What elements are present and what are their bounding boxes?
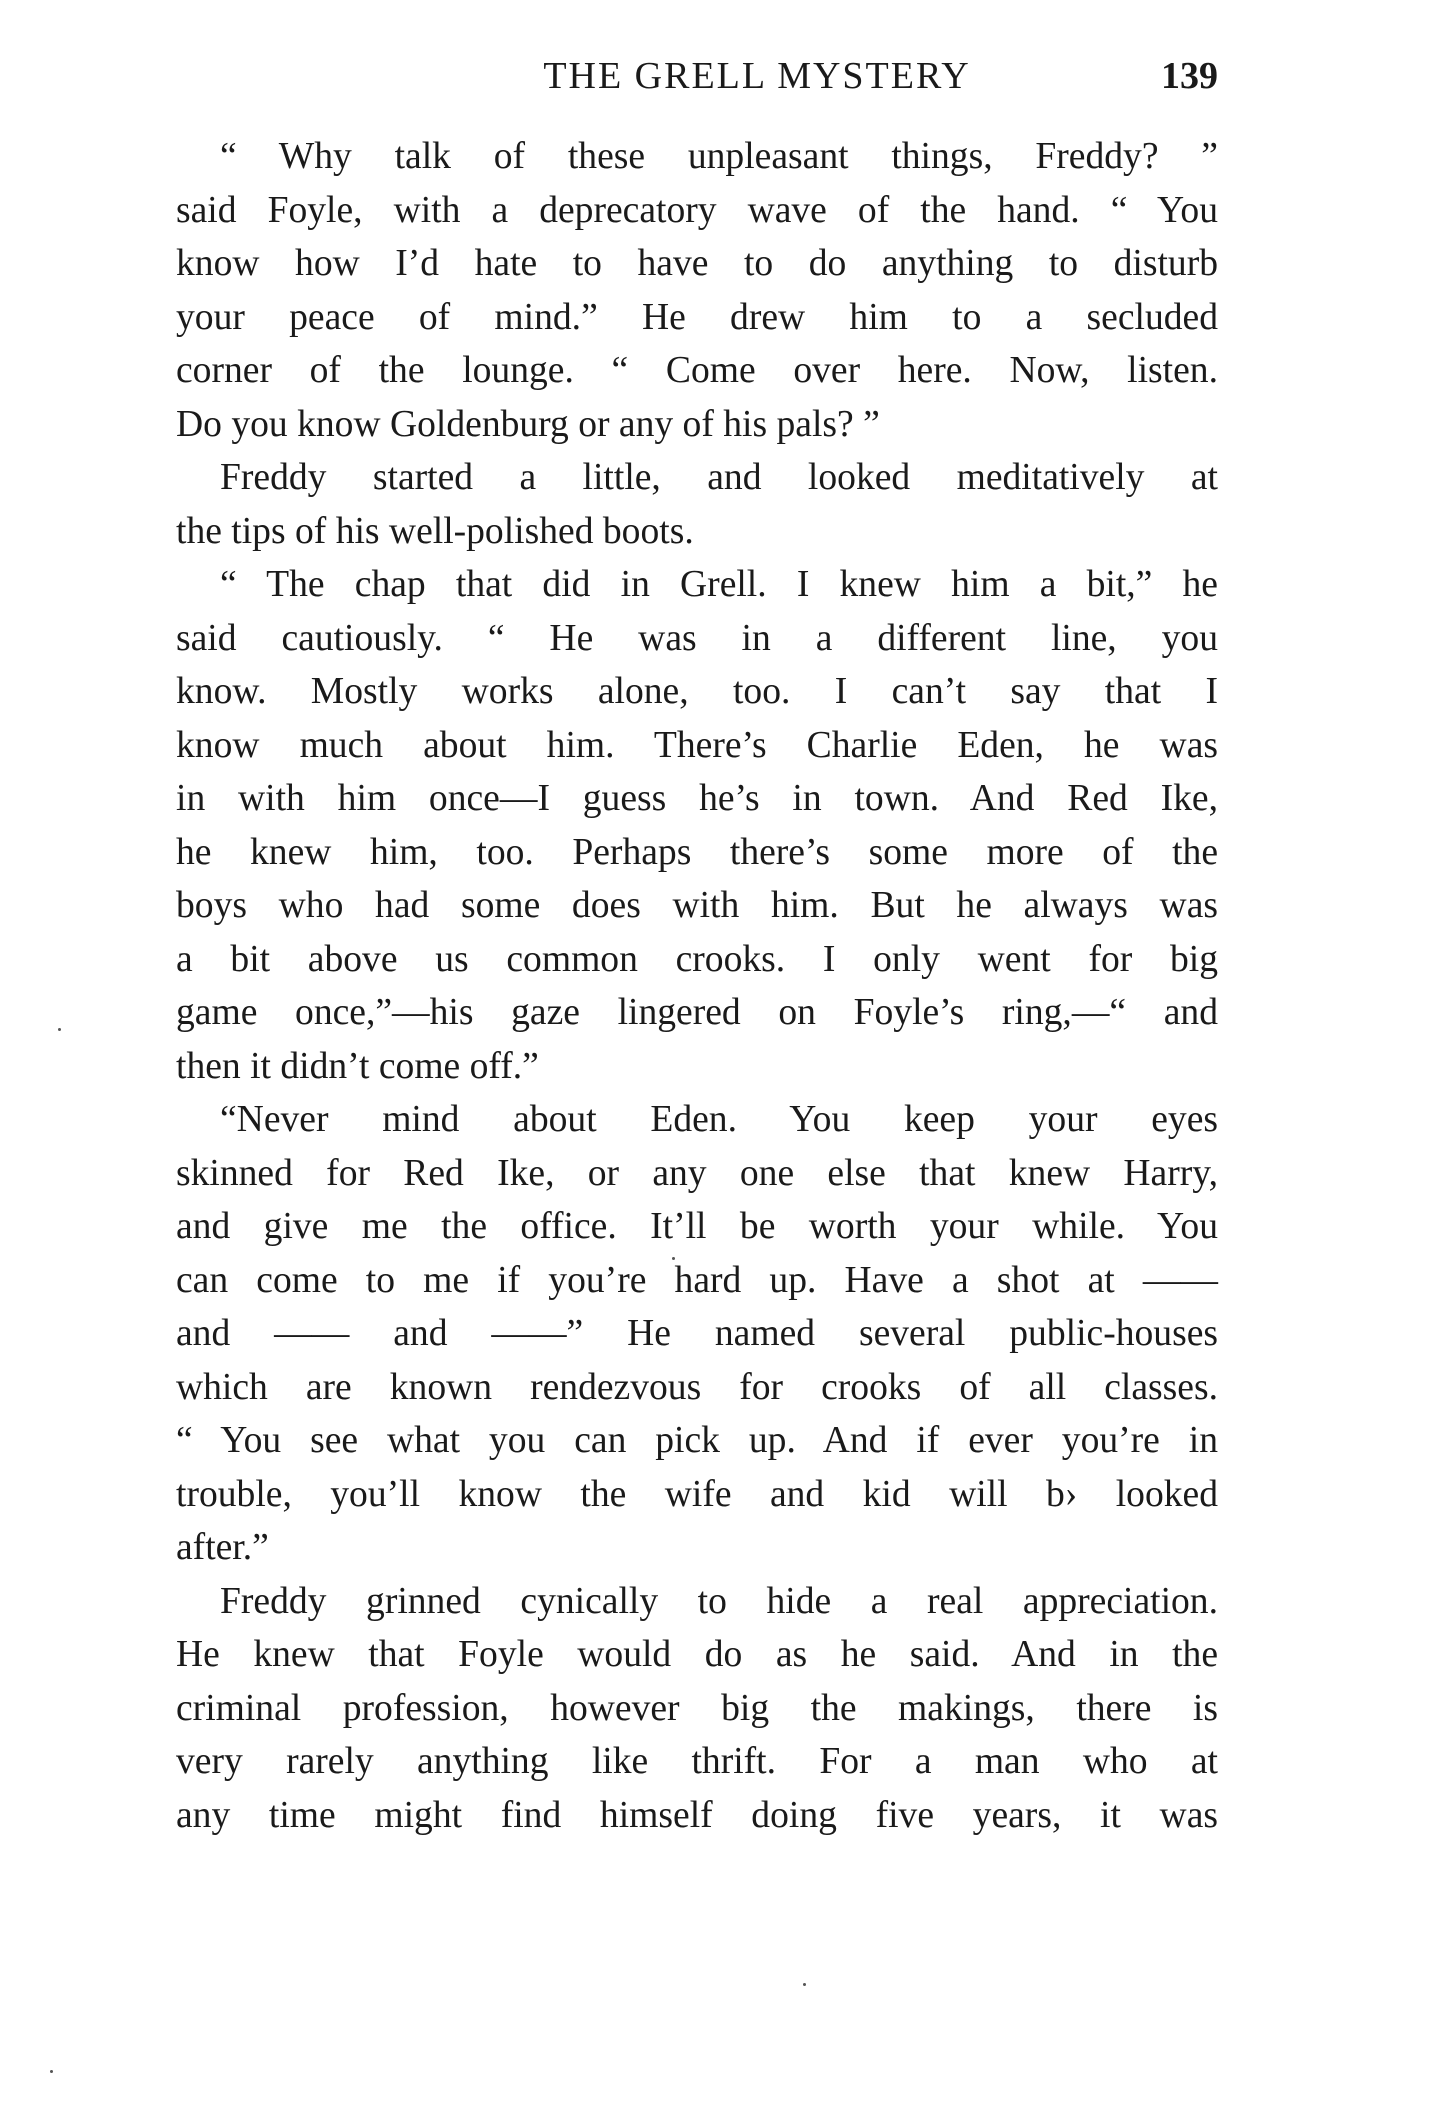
text-line: can come to me if you’re hard up. Have a shot at —— [176, 1259, 1218, 1301]
text-line: said cautiously. “ He was in a different line, you [176, 617, 1218, 659]
text-line: your peace of mind.” He drew him to a secluded [176, 296, 1218, 338]
scan-speck [803, 1983, 806, 1986]
text-line: Freddy started a little, and looked meditatively at [220, 457, 1218, 498]
text-line: “ The chap that did in Grell. I knew him a bit,” he [220, 564, 1218, 605]
text-line: any time might find himself doing five years, it was [176, 1794, 1218, 1836]
text-line: “Never mind about Eden. You keep your eyes [220, 1099, 1218, 1140]
paragraph [176, 451, 1218, 558]
text-line: trouble, you’ll know the wife and kid will b› looked [176, 1473, 1218, 1515]
text-line: game once,”—his gaze lingered on Foyle’s ring,—“ and [176, 992, 1218, 1033]
text-line: and give me the office. It’ll be worth your while. You [176, 1206, 1218, 1247]
text-line: boys who had some does with him. But he always was [176, 885, 1218, 926]
text-line: and —— and ——” He named several public-houses [176, 1313, 1218, 1354]
paragraph [176, 130, 1218, 451]
scan-speck [50, 2070, 53, 2073]
text-line: the tips of his well-polished boots. [176, 510, 694, 552]
text-line: very rarely anything like thrift. For a man who at [176, 1741, 1218, 1782]
text-line: “ You see what you can pick up. And if ever you’re in [176, 1420, 1218, 1461]
text-line: “ Why talk of these unpleasant things, Freddy? ” [220, 136, 1218, 177]
body-text [176, 130, 1218, 1842]
page-number: 139 [1161, 55, 1218, 97]
text-line: know how I’d hate to have to do anything to disturb [176, 243, 1218, 284]
text-line: He knew that Foyle would do as he said. And in the [176, 1634, 1218, 1675]
text-line: know. Mostly works alone, too. I can’t say that I [176, 671, 1218, 712]
text-line: criminal profession, however big the makings, there is [176, 1687, 1218, 1729]
text-line: which are known rendezvous for crooks of all classes. [176, 1366, 1218, 1408]
running-title: THE GRELL MYSTERY [543, 55, 971, 97]
text-line: he knew him, too. Perhaps there’s some more of the [176, 831, 1218, 873]
page-header [176, 50, 1218, 102]
paragraph [176, 1093, 1218, 1575]
paragraph [176, 558, 1218, 1093]
text-line: Do you know Goldenburg or any of his pals? ” [176, 403, 880, 445]
text-line: a bit above us common crooks. I only went for big [176, 938, 1218, 980]
scan-speck [672, 1257, 675, 1260]
text-line: then it didn’t come off.” [176, 1045, 539, 1087]
text-line: after.” [176, 1527, 269, 1568]
text-line: corner of the lounge. “ Come over here. Now, listen. [176, 350, 1218, 391]
text-line: said Foyle, with a deprecatory wave of the hand. “ You [176, 189, 1218, 231]
text-line: know much about him. There’s Charlie Eden, he was [176, 724, 1218, 766]
scan-speck [58, 1028, 61, 1031]
text-line: in with him once—I guess he’s in town. And Red Ike, [176, 778, 1218, 819]
text-line: skinned for Red Ike, or any one else that knew Harry, [176, 1152, 1218, 1194]
text-line: Freddy grinned cynically to hide a real appreciation. [220, 1580, 1218, 1622]
paragraph [176, 1575, 1218, 1843]
